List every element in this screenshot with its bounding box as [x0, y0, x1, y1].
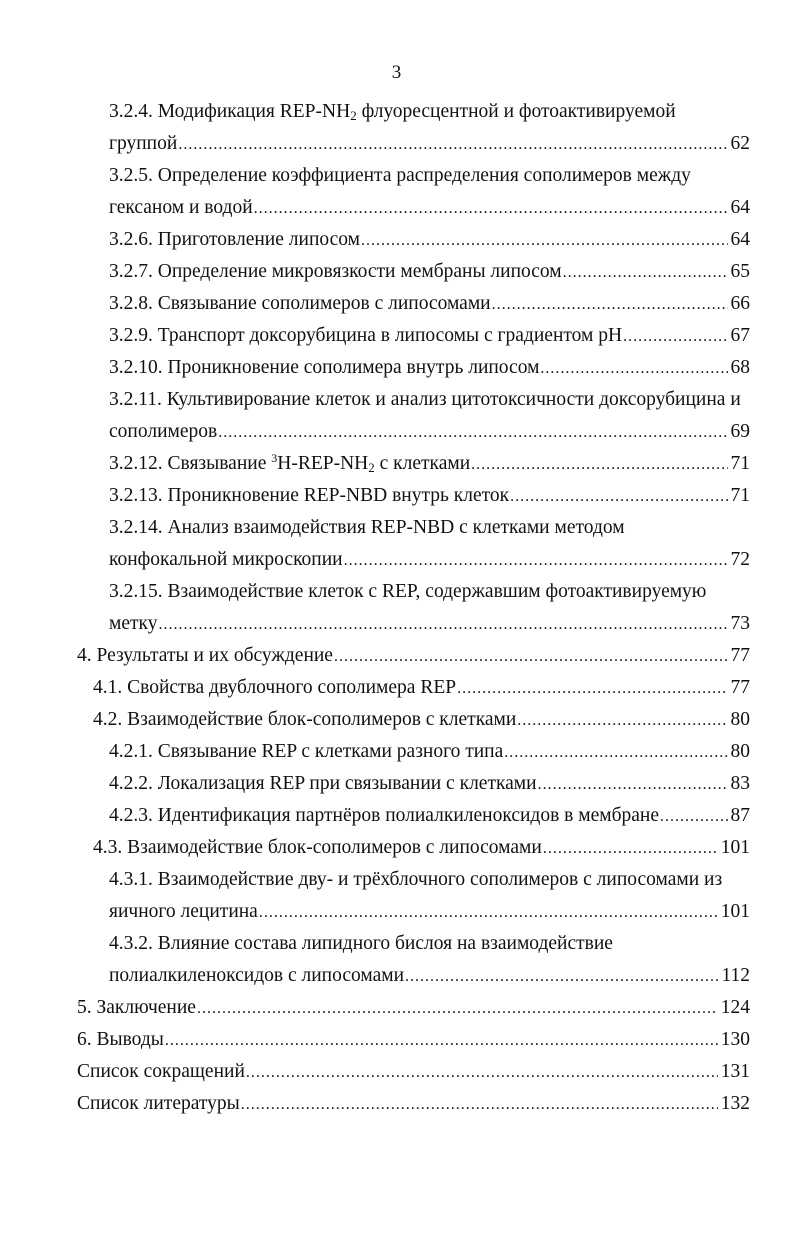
toc-page-number: 72 — [730, 549, 750, 570]
dot-leader — [543, 833, 718, 865]
dot-leader — [361, 225, 728, 257]
dot-leader — [540, 353, 727, 385]
dot-leader — [492, 289, 728, 321]
dot-leader — [471, 449, 727, 481]
toc-page-number: 73 — [730, 613, 750, 634]
toc-entry-4-3-1-line1: 4.3.1. Взаимодействие дву- и трёхблочного сополимеров с липосомами из — [109, 869, 723, 890]
toc-entry-3-2-13[interactable] — [0, 480, 750, 512]
toc-page-number: 132 — [720, 1093, 750, 1114]
toc-page-number: 62 — [730, 133, 750, 154]
toc-page-number: 80 — [730, 709, 750, 730]
toc-entry-4-1[interactable] — [0, 672, 750, 704]
toc-page-number: 77 — [730, 677, 750, 698]
dot-leader — [457, 673, 727, 705]
toc-entry-abbreviations[interactable] — [0, 1056, 750, 1088]
toc-page-number: 64 — [730, 229, 750, 250]
toc-entry-4-3-2[interactable] — [0, 960, 750, 992]
toc-entry-title: метку — [109, 613, 158, 634]
toc-entry-4-3-2-line1: 4.3.2. Влияние состава липидного бислоя на взаимодействие — [109, 933, 613, 954]
dot-leader — [165, 1025, 718, 1057]
toc-entry-4[interactable] — [0, 640, 750, 672]
toc-entry-3-2-5-line1: 3.2.5. Определение коэффициента распределения сополимеров между — [109, 165, 691, 186]
toc-entry-title: 4.1. Свойства двублочного сополимера REP — [93, 677, 457, 698]
toc-entry-title: гексаном и водой — [109, 197, 253, 218]
toc-entry-title: 6. Выводы — [77, 1029, 164, 1050]
dot-leader — [405, 961, 718, 993]
toc-entry-3-2-7[interactable] — [0, 256, 750, 288]
toc-page-number: 112 — [721, 965, 750, 986]
toc-entry-3-2-6[interactable] — [0, 224, 750, 256]
toc-entry-3-2-15-line1: 3.2.15. Взаимодействие клеток с REP, содержавшим фотоактивируемую — [109, 581, 707, 602]
toc-entry-title: 3.2.7. Определение микровязкости мембраны липосом — [109, 261, 562, 282]
table-of-contents — [0, 96, 793, 1120]
toc-entry-3-2-11-line1: 3.2.11. Культивирование клеток и анализ цитотоксичности доксорубицина и — [109, 389, 741, 410]
toc-entry-4-3-1[interactable] — [0, 896, 750, 928]
toc-entry-title: 4. Результаты и их обсуждение — [77, 645, 333, 666]
toc-entry-title: 4.2.1. Связывание REP с клетками разного типа — [109, 741, 504, 762]
toc-entry-references[interactable] — [0, 1088, 750, 1120]
dot-leader — [178, 129, 727, 161]
toc-entry-title: 4.2.3. Идентификация партнёров полиалкиленоксидов в мембране — [109, 805, 659, 826]
toc-entry-title: 3.2.6. Приготовление липосом — [109, 229, 360, 250]
toc-entry-title: 4.2.2. Локализация REP при связывании с клетками — [109, 773, 537, 794]
toc-entry-title: 3.2.10. Проникновение сополимера внутрь липосом — [109, 357, 540, 378]
dot-leader — [218, 417, 727, 449]
toc-entry-4-2-2[interactable] — [0, 768, 750, 800]
toc-entry-title: конфокальной микроскопии — [109, 549, 343, 570]
toc-entry-3-2-8[interactable] — [0, 288, 750, 320]
toc-page-number: 87 — [730, 805, 750, 826]
toc-entry-3-2-4-line1: 3.2.4. Модификация REP-$NH_2$ флуоресцентной и фотоактивируемой — [109, 101, 676, 123]
toc-entry-title: 3.2.9. Транспорт доксорубицина в липосомы с градиентом pH — [109, 325, 623, 346]
toc-page-number: 67 — [730, 325, 750, 346]
toc-entry-4-2-3[interactable] — [0, 800, 750, 832]
toc-entry-5[interactable] — [0, 992, 750, 1024]
toc-entry-title: сополимеров — [109, 421, 218, 442]
toc-entry-title: 3.2.13. Проникновение REP-NBD внутрь клеток — [109, 485, 510, 506]
dot-leader — [254, 193, 728, 225]
page-number: 3 — [391, 62, 402, 83]
toc-page-number: 68 — [730, 357, 750, 378]
toc-entry-3-2-15[interactable] — [0, 608, 750, 640]
toc-entry-title: 3.2.12. Связывание $^3H-REP-NH_2$ с клетками — [109, 451, 471, 475]
toc-entry-3-2-4[interactable] — [0, 128, 750, 160]
dot-leader — [563, 257, 728, 289]
toc-entry-title: яичного лецитина — [109, 901, 258, 922]
toc-entry-title: Список литературы — [77, 1093, 240, 1114]
toc-entry-3-2-10[interactable] — [0, 352, 750, 384]
toc-page-number: 80 — [730, 741, 750, 762]
toc-entry-title: Список сокращений — [77, 1061, 245, 1082]
dot-leader — [510, 481, 727, 513]
toc-page-number: 130 — [720, 1029, 750, 1050]
dot-leader — [504, 737, 727, 769]
toc-page-number: 124 — [720, 997, 750, 1018]
toc-entry-3-2-14[interactable] — [0, 544, 750, 576]
toc-entry-3-2-14-line1: 3.2.14. Анализ взаимодействия REP-NBD с клетками методом — [109, 517, 625, 538]
toc-entry-3-2-5[interactable] — [0, 192, 750, 224]
toc-entry-4-2-1[interactable] — [0, 736, 750, 768]
toc-entry-3-2-9[interactable] — [0, 320, 750, 352]
toc-page-number: 77 — [730, 645, 750, 666]
toc-page-number: 66 — [730, 293, 750, 314]
toc-page-number: 131 — [720, 1061, 750, 1082]
dot-leader — [344, 545, 728, 577]
toc-entry-6[interactable] — [0, 1024, 750, 1056]
dot-leader — [246, 1057, 718, 1089]
dot-leader — [197, 993, 718, 1025]
toc-entry-3-2-11[interactable] — [0, 416, 750, 448]
dot-leader — [517, 705, 727, 737]
toc-entry-title: полиалкиленоксидов с липосомами — [109, 965, 405, 986]
toc-entry-title: 5. Заключение — [77, 997, 196, 1018]
toc-entry-title: 4.3. Взаимодействие блок-сополимеров с липосомами — [93, 837, 542, 858]
dot-leader — [660, 801, 728, 833]
toc-entry-title: группой — [109, 133, 178, 154]
dot-leader — [158, 609, 727, 641]
toc-page-number: 101 — [720, 901, 750, 922]
toc-page-number: 71 — [730, 453, 750, 474]
toc-page-number: 71 — [730, 485, 750, 506]
dot-leader — [623, 321, 727, 353]
toc-entry-4-3[interactable] — [0, 832, 750, 864]
toc-page-number: 65 — [730, 261, 750, 282]
dot-leader — [334, 641, 728, 673]
toc-page-number: 101 — [720, 837, 750, 858]
toc-entry-title: 4.2. Взаимодействие блок-сополимеров с клетками — [93, 709, 517, 730]
dot-leader — [241, 1089, 718, 1121]
dot-leader — [259, 897, 718, 929]
toc-page-number: 83 — [730, 773, 750, 794]
dot-leader — [538, 769, 728, 801]
toc-entry-title: 3.2.8. Связывание сополимеров с липосомами — [109, 293, 491, 314]
toc-entry-3-2-12[interactable] — [0, 448, 750, 480]
toc-entry-4-2[interactable] — [0, 704, 750, 736]
toc-page-number: 64 — [730, 197, 750, 218]
toc-page-number: 69 — [730, 421, 750, 442]
